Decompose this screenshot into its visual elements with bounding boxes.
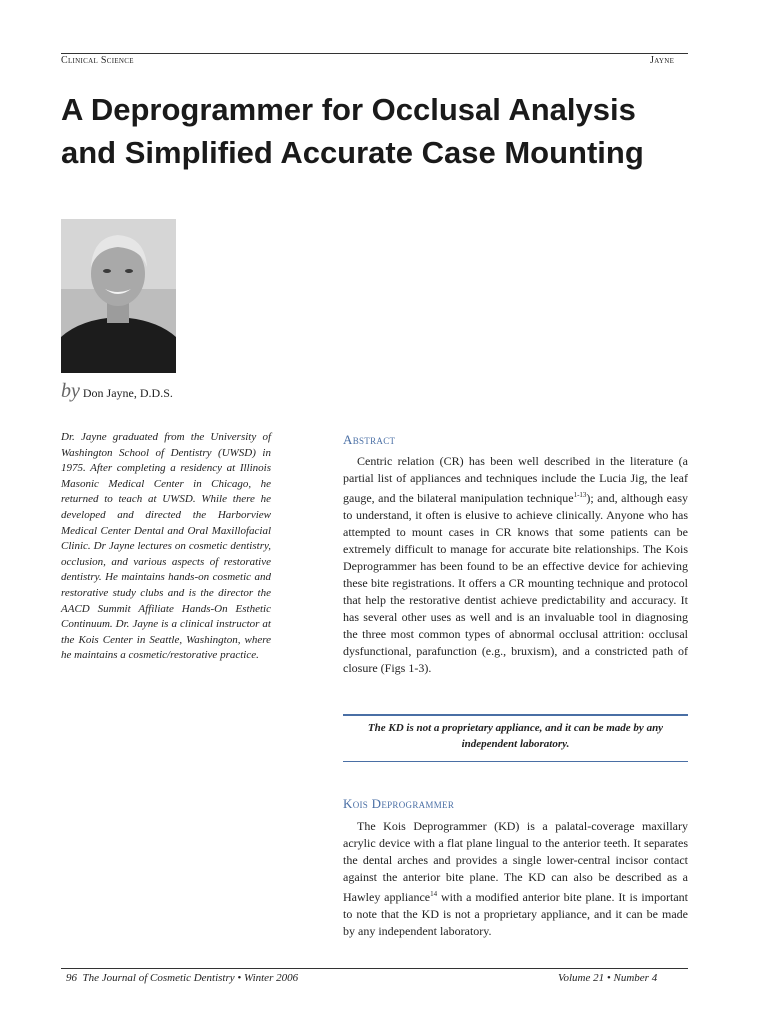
- title-line-2: and Simplified Accurate Case Mounting: [61, 135, 644, 170]
- abstract-paragraph: [343, 453, 688, 677]
- footer-right: [558, 972, 657, 984]
- abstract-text-1: Centric relation (CR) has been well described in the literature (a partial list of appliances and techniques include the Lucia Jig, the leaf gauge, and the bilateral manipulation technique: [343, 454, 688, 505]
- author-photo: [61, 219, 176, 373]
- running-head-section: Clinical Science: [61, 55, 134, 66]
- article-title: [61, 88, 701, 174]
- kois-text-1: The Kois Deprogrammer (KD) is a palatal-coverage maxillary acrylic device with a flat plane lingual to the anterior teeth. It separates the dental arches and provides a single lower-central incisor contact against the anterior bite plane. The KD can also be described as a Hawley appliance: [343, 819, 688, 904]
- kois-citation: 14: [430, 890, 438, 898]
- footer-bullet-2: •: [606, 972, 611, 984]
- title-line-1: A Deprogrammer for Occlusal Analysis: [61, 92, 636, 127]
- footer-rule: [61, 968, 688, 969]
- journal-name: The Journal of Cosmetic Dentistry: [82, 972, 235, 984]
- author-name: Don Jayne, D.D.S.: [82, 386, 173, 400]
- kois-text-2: with a modified anterior bite plane. It is important to note that the KD is not a proprietary appliance, and it can be made by any independent laboratory.: [343, 890, 688, 938]
- author-portrait-illustration: [61, 219, 176, 373]
- journal-number: Number 4: [613, 972, 658, 984]
- journal-issue: Winter 2006: [244, 972, 299, 984]
- author-bio: Dr. Jayne graduated from the University of Washington School of Dentistry (UWSD) in 1975. After completing a residency at Illinois Masonic Medical Center in Chicago, he returned to teach at UWSD. While there he developed and directed the Harborview Medical Center Dental and Oral Maxillofacial Clinic. Dr Jayne lectures on cosmetic dentistry, occlusion, and various aspects of restorative dentistry. He maintains hands-on cosmetic and restorative study clubs and is the director the AACD Summit Affiliate Hands-On Esthetic Continuum. Dr. Jayne is a clinical instructor at the Kois Center in Seattle, Washington, where he maintains a cosmetic/restorative practice.: [61, 431, 271, 662]
- abstract-heading: Abstract: [343, 432, 396, 447]
- kois-heading: Kois Deprogrammer: [343, 796, 455, 811]
- kois-paragraph: [343, 818, 688, 940]
- abstract-text-2: ); and, although easy to understand, it often is elusive to achieve clinically. Anyone who has attempted to mount cases in CR knows that some patients can be extremely difficult to manage for accurate bite relationships. The Kois Deprogrammer has been found to be an effective device for achieving these bite registrations. It offers a CR mounting technique and protocol that help the restorative dentist achieve predictability and accuracy. It has several other uses as well and is an invaluable tool in diagnosing the three most common types of abnormal occlusal attrition: occlusal dysfunctional, parafunction (e.g., bruxism), and a constricted path of closure (Figs 1-3).: [343, 491, 688, 675]
- byline: [61, 380, 173, 403]
- journal-volume: Volume 21: [558, 972, 605, 984]
- running-head-author: Jayne: [650, 55, 675, 66]
- footer-left: [66, 972, 298, 984]
- byline-prefix: by: [61, 380, 80, 402]
- footer-bullet-1: •: [237, 972, 242, 984]
- pull-quote: The KD is not a proprietary appliance, and it can be made by any independent laboratory.: [343, 714, 688, 762]
- abstract-citation: 1-13: [573, 491, 587, 499]
- page-number: 96: [66, 972, 77, 984]
- header-rule: [61, 53, 688, 54]
